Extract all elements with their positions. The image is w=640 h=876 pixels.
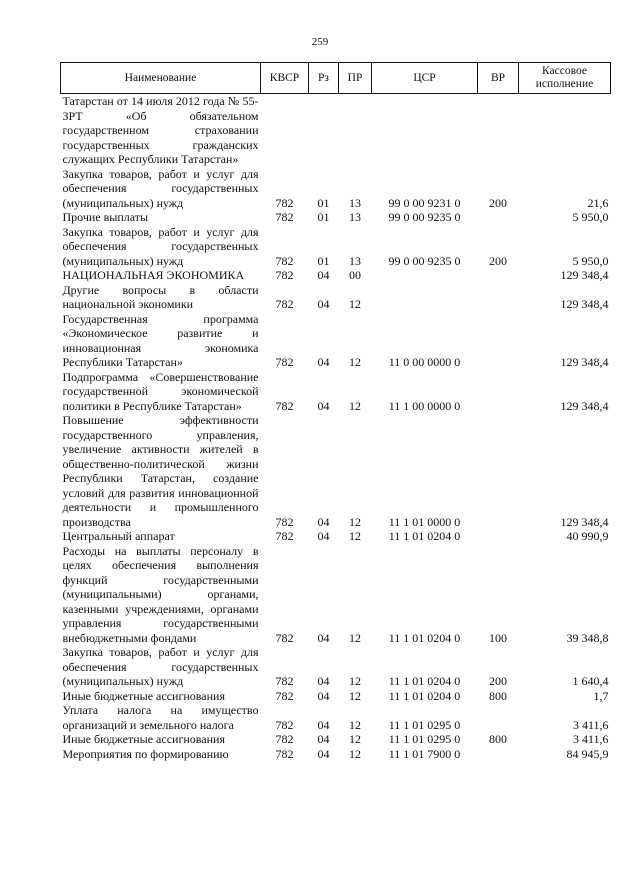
row-name: Закупка товаров, работ и услуг для обеспечения государственных (муниципальных) нужд	[62, 224, 259, 268]
row-name: Центральный аппарат	[62, 529, 175, 543]
row-csr: 11 1 01 0204 0	[388, 630, 461, 645]
row-vr	[478, 703, 519, 732]
table-row	[61, 312, 611, 370]
row-kvsr: 782	[275, 355, 294, 369]
row-name: НАЦИОНАЛЬНАЯ ЭКОНОМИКА	[62, 268, 245, 282]
table-row	[61, 210, 611, 225]
row-csr: 99 0 00 9235 0	[388, 253, 461, 268]
row-rz: 01	[317, 253, 330, 268]
row-kvsr: 782	[275, 746, 294, 761]
column-header-csr: ЦСР	[372, 63, 478, 94]
row-kvsr: 782	[275, 253, 294, 268]
row-rz: 01	[317, 195, 330, 210]
row-pr: 13	[349, 195, 361, 210]
table-row	[61, 645, 611, 689]
row-rz: 04	[317, 746, 330, 761]
row-kvsr: 782	[275, 268, 294, 282]
row-csr: 11 1 01 0204 0	[388, 688, 461, 703]
row-cash-execution: 3 411,6	[572, 717, 609, 732]
row-name: Мероприятия по формированию	[62, 746, 229, 761]
row-pr: 12	[349, 717, 361, 732]
table-row	[61, 167, 611, 211]
row-pr: 13	[349, 210, 361, 224]
row-vr	[478, 94, 519, 167]
row-kvsr: 782	[275, 630, 294, 645]
row-csr: 11 1 01 7900 0	[388, 746, 461, 761]
row-name: Другие вопросы в области национальной экономики	[62, 282, 259, 311]
row-vr	[478, 312, 519, 370]
row-csr: 11 1 00 0000 0	[388, 398, 461, 413]
row-pr	[339, 94, 372, 167]
table-row	[61, 689, 611, 704]
row-rz	[309, 94, 339, 167]
row-kvsr: 782	[275, 514, 294, 529]
row-csr	[372, 268, 478, 283]
row-vr	[478, 268, 519, 283]
row-vr	[478, 747, 519, 762]
table-row	[61, 413, 611, 529]
row-name: Иные бюджетные ассигнования	[62, 732, 225, 746]
row-cash-execution: 129 348,4	[560, 355, 609, 369]
table-row	[61, 747, 611, 762]
row-pr: 12	[349, 355, 361, 369]
row-rz: 04	[317, 717, 330, 732]
row-pr: 12	[349, 514, 361, 529]
row-pr: 12	[349, 674, 361, 688]
row-rz: 04	[317, 529, 330, 543]
row-rz: 04	[317, 398, 330, 413]
row-kvsr: 782	[275, 688, 294, 703]
row-name: Закупка товаров, работ и услуг для обеспечения государственных (муниципальных) нужд	[62, 645, 259, 688]
table-body	[61, 94, 611, 762]
row-vr: 800	[489, 688, 507, 703]
row-rz: 04	[317, 630, 330, 645]
column-header-rz: Рз	[309, 63, 339, 94]
row-cash-execution: 40 990,9	[566, 529, 609, 543]
row-pr: 12	[349, 630, 361, 645]
row-cash-execution: 39 348,8	[566, 630, 609, 645]
row-csr	[372, 94, 478, 167]
row-pr: 12	[349, 398, 361, 413]
row-cash-execution: 3 411,6	[572, 732, 609, 746]
row-csr: 11 1 01 0295 0	[388, 732, 461, 746]
row-pr: 12	[349, 688, 361, 703]
row-csr: 11 1 01 0204 0	[388, 674, 461, 688]
row-cash-execution: 129 348,4	[560, 514, 609, 529]
row-kvsr: 782	[275, 398, 294, 413]
row-rz: 04	[317, 268, 330, 282]
row-cash-execution: 21,6	[587, 195, 609, 210]
table-header	[61, 63, 611, 94]
row-rz: 01	[317, 210, 330, 224]
row-kvsr: 782	[275, 297, 294, 311]
row-pr: 12	[349, 746, 361, 761]
row-pr: 00	[349, 268, 361, 282]
row-cash-execution: 5 950,0	[572, 253, 609, 268]
row-kvsr	[261, 94, 309, 167]
table-row	[61, 225, 611, 269]
row-cash-execution: 1 640,4	[572, 674, 609, 688]
row-rz: 04	[317, 732, 330, 746]
row-cash-execution	[519, 94, 611, 167]
row-kvsr: 782	[275, 717, 294, 732]
row-cash-execution: 84 945,9	[566, 746, 609, 761]
row-pr: 12	[349, 732, 361, 746]
table-row	[61, 283, 611, 312]
row-vr	[478, 529, 519, 544]
row-csr: 11 0 00 0000 0	[388, 355, 461, 369]
row-cash-execution: 129 348,4	[560, 297, 609, 311]
row-vr: 200	[489, 253, 507, 268]
row-name: Подпрограмма «Совершенствование государственной экономической политики в Республике Татарстан»	[62, 369, 259, 413]
table-row	[61, 732, 611, 747]
column-header-cash-execution: Кассовое исполнение	[519, 63, 611, 94]
row-name: Расходы на выплаты персоналу в целях обеспечения выполнения функций государственными (муниципальными) органами, казенными учреждениями, органами управления государственными внебюджетными фондами	[62, 543, 259, 645]
row-pr: 12	[349, 297, 361, 311]
row-vr	[478, 413, 519, 529]
row-csr: 99 0 00 9235 0	[388, 210, 461, 224]
row-vr	[478, 210, 519, 225]
row-rz: 04	[317, 674, 330, 688]
row-name: Прочие выплаты	[62, 210, 149, 224]
row-kvsr: 782	[275, 195, 294, 210]
row-cash-execution: 129 348,4	[560, 268, 609, 282]
row-vr: 100	[489, 630, 507, 645]
row-rz: 04	[317, 355, 330, 369]
row-vr: 200	[489, 195, 507, 210]
table-row	[61, 529, 611, 544]
table-row	[61, 703, 611, 732]
row-rz: 04	[317, 688, 330, 703]
row-csr	[372, 283, 478, 312]
row-csr: 11 1 01 0000 0	[388, 514, 461, 529]
column-header-vr: ВР	[478, 63, 519, 94]
row-name: Татарстан от 14 июля 2012 года № 55-ЗРТ «Об обязательном государственном страховании государственных гражданских служащих Республики Татарстан»	[62, 94, 259, 166]
table-row	[61, 94, 611, 167]
page-number: 259	[311, 36, 329, 48]
row-name: Уплата налога на имущество организаций и земельного налога	[62, 703, 259, 732]
row-name: Государственная программа «Экономическое развитие и инновационная экономика Республики Татарстан»	[62, 311, 259, 369]
row-cash-execution: 129 348,4	[560, 398, 609, 413]
row-csr: 99 0 00 9231 0	[388, 195, 461, 210]
row-name: Закупка товаров, работ и услуг для обеспечения государственных (муниципальных) нужд	[62, 166, 259, 210]
row-rz: 04	[317, 297, 330, 311]
table-row	[61, 370, 611, 414]
row-vr	[478, 370, 519, 414]
budget-table	[60, 62, 611, 761]
row-csr: 11 1 01 0204 0	[388, 529, 461, 543]
row-kvsr: 782	[275, 529, 294, 543]
row-csr: 11 1 01 0295 0	[388, 717, 461, 732]
row-vr: 800	[489, 732, 507, 746]
row-name: Повышение эффективности государственного управления, увеличение активности жителей в общественно-политической жизни Республики Татарстан, создание условий для развития инновационной деятельности и промышленного производства	[62, 413, 259, 529]
row-kvsr: 782	[275, 674, 294, 688]
row-vr: 200	[489, 674, 507, 688]
row-cash-execution: 5 950,0	[572, 210, 609, 224]
row-rz: 04	[317, 514, 330, 529]
column-header-pr: ПР	[339, 63, 372, 94]
table-row	[61, 268, 611, 283]
row-kvsr: 782	[275, 732, 294, 746]
column-header-name: Наименование	[61, 63, 261, 94]
table-row	[61, 544, 611, 646]
row-vr	[478, 283, 519, 312]
row-cash-execution: 1,7	[593, 688, 609, 703]
row-pr: 13	[349, 253, 361, 268]
row-pr: 12	[349, 529, 361, 543]
row-kvsr: 782	[275, 210, 294, 224]
column-header-kvsr: КВСР	[261, 63, 309, 94]
row-name: Иные бюджетные ассигнования	[62, 688, 225, 703]
